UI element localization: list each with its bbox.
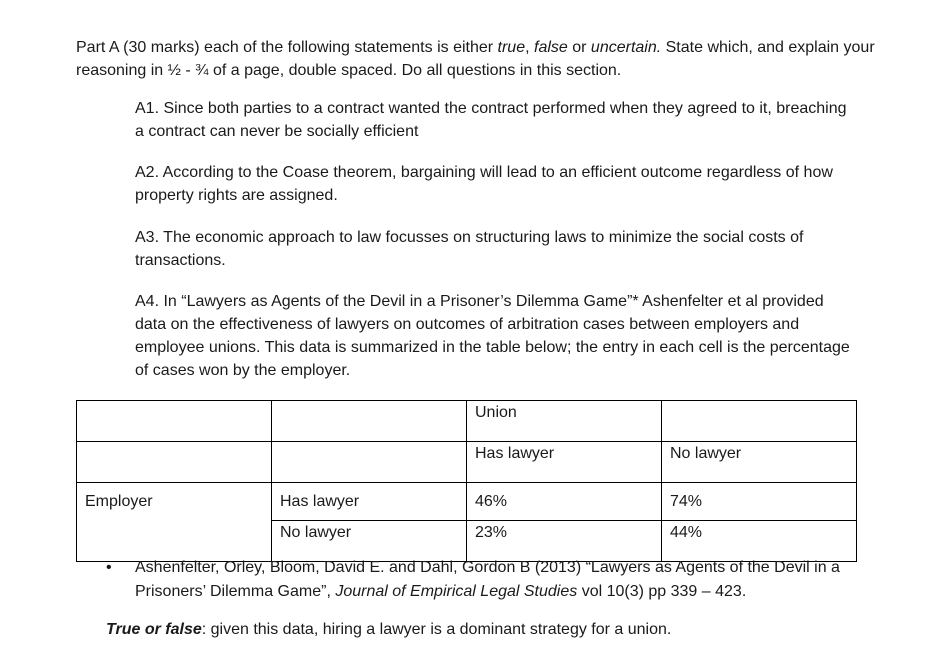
intro-rest: State which, and explain your reasoning in ½ - ¾ of a page, double spaced. Do all questions in this section. (76, 39, 875, 79)
citation-pre: Ashenfelter, Orley, Bloom, David E. and Dahl, Gordon B (2013) “Lawyers as Agents of the Devil in a Prisoners’ Dilemma Game”, (135, 559, 840, 600)
intro-false: false (534, 39, 568, 56)
citation-journal: Journal of Empirical Legal Studies (335, 583, 578, 600)
table-cell (272, 442, 467, 483)
employer-has-lawyer-header: Has lawyer (272, 483, 467, 521)
employer-header: Employer (77, 483, 272, 521)
table-cell (272, 401, 467, 442)
cell-no-has: 23% (467, 521, 662, 562)
union-header: Union (467, 401, 662, 442)
table-cell (662, 401, 857, 442)
question-a1: A1. Since both parties to a contract wanted the contract performed when they agreed to it, breaching a contract can never be socially efficient (135, 100, 847, 140)
citation-footnote (106, 556, 866, 604)
question-a3: A3. The economic approach to law focusses on structuring laws to minimize the social costs of transactions. (135, 229, 804, 269)
lawyer-outcome-table (76, 400, 857, 562)
citation-post: vol 10(3) pp 339 – 423. (577, 583, 747, 600)
table-row (77, 401, 857, 442)
part-a-instructions (76, 36, 876, 82)
employer-no-lawyer-header: No lawyer (272, 521, 467, 562)
intro-text: Part A (30 marks) each of the following statements is either (76, 39, 498, 56)
union-has-lawyer-header: Has lawyer (467, 442, 662, 483)
true-false-text: : given this data, hiring a lawyer is a dominant strategy for a union. (201, 621, 672, 638)
question-a2: A2. According to the Coase theorem, bargaining will lead to an efficient outcome regardless of how property rights are assigned. (135, 164, 833, 204)
intro-true: true (497, 39, 526, 56)
table-row (77, 483, 857, 521)
true-false-statement (106, 618, 671, 641)
table-cell (77, 442, 272, 483)
union-no-lawyer-header: No lawyer (662, 442, 857, 483)
cell-has-no: 74% (662, 483, 857, 521)
cell-has-has: 46% (467, 483, 662, 521)
table-cell (77, 401, 272, 442)
table-row (77, 442, 857, 483)
citation-text (135, 556, 866, 604)
bullet-icon: • (106, 559, 112, 576)
true-false-label: True or false (106, 621, 202, 638)
intro-or: or (567, 39, 591, 56)
cell-no-no: 44% (662, 521, 857, 562)
intro-comma: , (525, 39, 534, 56)
intro-uncertain: uncertain. (590, 39, 662, 56)
question-a4: A4. In “Lawyers as Agents of the Devil in a Prisoner’s Dilemma Game”* Ashenfelter et al provided data on the effectiveness of lawyers on outcomes of arbitration cases between employers and employee unions. This data is summarized in the table below; the entry in each cell is the percentage of cases won by the employer. (135, 293, 850, 379)
